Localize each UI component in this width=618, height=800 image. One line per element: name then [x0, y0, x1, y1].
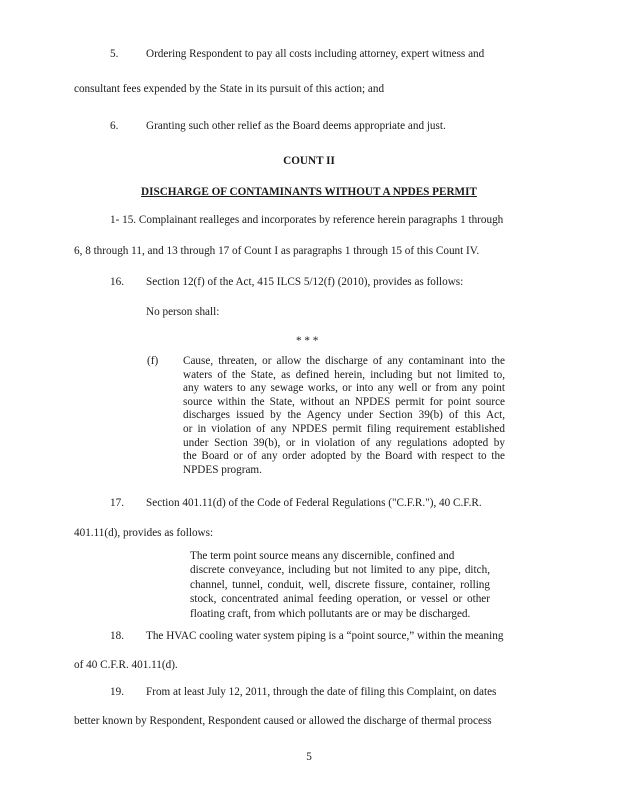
quote-line: the Board or of any order adopted by the Board with respect to the [183, 450, 505, 463]
item-text: Granting such other relief as the Board deems appropriate and just. [146, 120, 446, 132]
paragraph-number: 18. [110, 630, 124, 642]
quote-line: NPDES program. [183, 463, 262, 476]
paragraph-text: 6, 8 through 11, and 13 through 17 of Count I as paragraphs 1 through 15 of this Count IV. [74, 245, 480, 257]
paragraph-number: 16. [110, 276, 124, 288]
paragraph-text: From at least July 12, 2011, through the date of filing this Complaint, on dates [146, 686, 497, 698]
ellipsis: * * * [296, 335, 319, 347]
item-number: 6. [110, 120, 119, 132]
statute-quote [183, 355, 505, 477]
subsection-label: (f) [147, 355, 159, 367]
paragraph-text: Section 12(f) of the Act, 415 ILCS 5/12(f) (2010), provides as follows: [146, 276, 464, 288]
quote-line: or in violation of any NPDES permit filing requirement established [183, 422, 505, 435]
quote-line: discrete conveyance, including but not limited to any pipe, ditch, [190, 564, 490, 577]
page-number: 5 [306, 751, 312, 763]
paragraph-text: better known by Respondent, Respondent caused or allowed the discharge of thermal process [74, 715, 492, 727]
quote-line: The term point source means any discernible, confined and [190, 550, 455, 562]
paragraph-text: 1- 15. Complainant realleges and incorporates by reference herein paragraphs 1 through [110, 214, 504, 226]
quote-line: any waters to any sewage works, or into any well or from any point [183, 382, 505, 395]
quote-line: stock, concentrated animal feeding operation, or vessel or other [190, 593, 490, 606]
paragraph-text: Section 401.11(d) of the Code of Federal Regulations ("C.F.R."), 40 C.F.R. [146, 497, 482, 509]
paragraph-number: 17. [110, 497, 124, 509]
quote-line: waters of the State, as defined herein, including but not limited to, [183, 368, 505, 381]
item-text: consultant fees expended by the State in its pursuit of this action; and [74, 83, 385, 95]
item-number: 5. [110, 48, 119, 60]
quote-line: floating craft, from which pollutants are or may be discharged. [190, 607, 471, 620]
paragraph-text: of 40 C.F.R. 401.11(d). [74, 659, 178, 671]
regulation-quote [190, 549, 490, 621]
paragraph-number: 19. [110, 686, 124, 698]
paragraph-text: 401.11(d), provides as follows: [74, 527, 214, 539]
quote-line: channel, tunnel, conduit, well, discrete fissure, container, rolling [190, 578, 490, 591]
paragraph-text: No person shall: [146, 306, 220, 318]
item-text: Ordering Respondent to pay all costs including attorney, expert witness and [146, 48, 485, 60]
count-heading: DISCHARGE OF CONTAMINANTS WITHOUT A NPDES PERMIT [141, 186, 477, 198]
quote-line: under Section 39(b), or in violation of any regulations adopted by [183, 436, 505, 449]
quote-line: source within the State, without an NPDES permit for point source [183, 395, 505, 408]
count-title: COUNT II [283, 155, 335, 167]
quote-line: discharges issued by the Agency under Section 39(b) of this Act, [183, 409, 505, 422]
quote-line: Cause, threaten, or allow the discharge of any contaminant into the [183, 355, 505, 367]
paragraph-text: The HVAC cooling water system piping is a “point source,” within the meaning [146, 630, 504, 642]
